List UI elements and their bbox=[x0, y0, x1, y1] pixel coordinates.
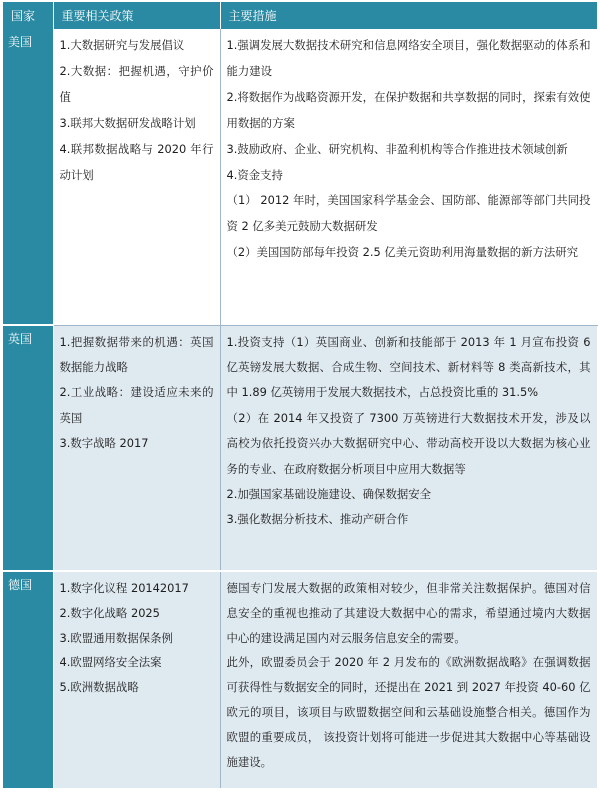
policy-item: 3.数字战略 2017 bbox=[59, 436, 149, 451]
table-row-uk bbox=[3, 325, 597, 571]
policies-cell bbox=[53, 29, 220, 325]
policy-item: 2.数字化战略 2025 bbox=[59, 605, 160, 620]
measure-item: （2）在 2014 年又投资了 7300 万英镑进行大数据技术开发，涉及以高校为依托投资兴办大数据研究中心、带动高校开设以大数据为核心业务的专业、在政府数据分析项目中应用大数据等 bbox=[226, 410, 591, 476]
measure-item: 此外，欧盟委员会于 2020 年 2 月发布的《欧洲数据战略》在强调数据可获得性与数据安全的同时，还提出在 2021 到 2027 年投资 40-60 亿欧元的项目，该项目与欧盟数据空间和云基础设施整合相关。德国作为欧盟的重要成员， 该投资计划将可能进一步促进其大数据中心等基础设施建设。 bbox=[226, 655, 591, 769]
measure-item: 1.强调发展大数据技术研究和信息网络安全项目，强化数据驱动的体系和能力建设 bbox=[226, 38, 591, 78]
header-measures: 主要措施 bbox=[220, 2, 597, 29]
measure-item: 1.投资支持（1）英国商业、创新和技能部于 2013 年 1 月宣布投资 6 亿英镑发展大数据、合成生物、空间技术、新材料等 8 类高新技术，其中 1.89 亿英镑用于发展大数据技术，占总投资比重的 31.5% bbox=[226, 334, 591, 400]
measure-item: 2.将数据作为战略资源开发，在保护数据和共享数据的同时，探索有效使用数据的方案 bbox=[226, 89, 591, 130]
measure-item: （1） 2012 年时，美国国家科学基金会、国防部、能源部等部门共同投资 2 亿多美元鼓励大数据研发 bbox=[226, 193, 591, 234]
measure-item: 德国专门发展大数据的政策相对较少，但非常关注数据保护。德国对信息安全的重视也推动了其建设大数据中心的需求，希望通过境内大数据中心的建设满足国内对云服务信息安全的需要。 bbox=[226, 581, 591, 645]
policies-cell bbox=[53, 571, 220, 789]
policy-item: 1.大数据研究与发展倡议 bbox=[59, 38, 185, 52]
table-header-row bbox=[3, 2, 597, 29]
policy-item: 3.联邦大数据研发战略计划 bbox=[59, 115, 196, 130]
country-cell: 德国 bbox=[3, 571, 53, 789]
policy-item: 2.工业战略：建设适应未来的英国 bbox=[59, 385, 214, 425]
policy-item: 2.大数据：把握机遇，守护价值 bbox=[59, 63, 214, 104]
policy-item: 5.欧洲数据战略 bbox=[59, 680, 139, 695]
table-row-germany bbox=[3, 571, 597, 789]
policy-item: 1.数字化议程 20142017 bbox=[59, 581, 189, 595]
header-country: 国家 bbox=[3, 2, 53, 29]
measure-item: 4.资金支持 bbox=[226, 167, 283, 182]
header-policies: 重要相关政策 bbox=[53, 2, 220, 29]
country-cell: 英国 bbox=[3, 325, 53, 571]
policies-cell bbox=[53, 325, 220, 571]
policy-item: 4.联邦数据战略与 2020 年行动计划 bbox=[59, 141, 214, 182]
country-cell: 美国 bbox=[3, 29, 53, 325]
measures-cell bbox=[220, 571, 597, 789]
policy-item: 1.把握数据带来的机遇：英国数据能力战略 bbox=[59, 334, 214, 374]
measure-item: 2.加强国家基础设施建设、确保数据安全 bbox=[226, 486, 432, 501]
measure-item: （2）美国国防部每年投资 2.5 亿美元资助利用海量数据的新方法研究 bbox=[226, 245, 579, 260]
measure-item: 3.鼓励政府、企业、研究机构、非盈利机构等合作推进技术领域创新 bbox=[226, 141, 568, 156]
policy-item: 3.欧盟通用数据保条例 bbox=[59, 630, 173, 645]
table-row-usa bbox=[3, 29, 597, 325]
policy-table bbox=[3, 2, 598, 790]
measure-item: 3.强化数据分析技术、推动产研合作 bbox=[226, 512, 409, 527]
measures-cell bbox=[220, 29, 597, 325]
policy-item: 4.欧盟网络安全法案 bbox=[59, 655, 162, 670]
measures-cell bbox=[220, 325, 597, 571]
